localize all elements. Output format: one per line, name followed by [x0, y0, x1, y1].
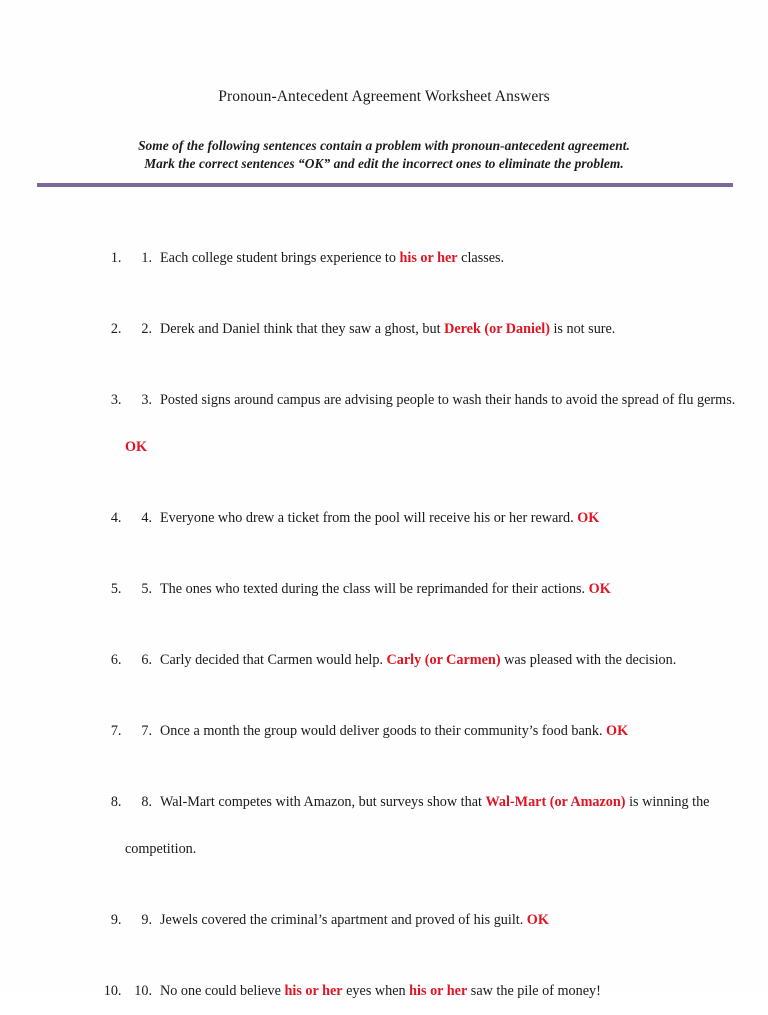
list-item-text: [160, 581, 611, 597]
list-item-number: 10. 10.: [134, 983, 152, 999]
sentence-text: Wal-Mart competes with Amazon, but surveys show that: [160, 794, 486, 810]
sentence-text: classes.: [457, 250, 505, 266]
correction-text: OK: [588, 581, 611, 597]
sentence-text: Everyone who drew a ticket from the pool will receive his or her reward.: [160, 510, 578, 526]
list-item: [125, 235, 745, 282]
sentence-text: Each college student brings experience to: [160, 250, 400, 266]
answers-list: [85, 235, 745, 1015]
list-item-number: 6. 6.: [141, 652, 152, 668]
list-item: [125, 708, 745, 755]
list-item: [125, 306, 745, 353]
sentence-text: No one could believe: [160, 983, 285, 999]
list-item: [125, 566, 745, 613]
list-item-number: 1. 1.: [141, 250, 152, 266]
correction-text: Carly (or Carmen): [386, 652, 501, 668]
list-item: [125, 968, 745, 1015]
sentence-text: is winning the competition.: [125, 794, 710, 857]
sentence-text: The ones who texted during the class will be reprimanded for their actions.: [160, 581, 589, 597]
correction-text: OK: [606, 723, 629, 739]
list-item: [125, 377, 745, 471]
correction-text: his or her: [284, 983, 343, 999]
sentence-text: saw the pile of money!: [467, 983, 601, 999]
sentence-text: Once a month the group would deliver goods to their community’s food bank.: [160, 723, 607, 739]
correction-text: his or her: [409, 983, 468, 999]
instructions-line-1: Some of the following sentences contain a problem with pronoun-antecedent agreement.: [138, 138, 630, 153]
list-item-number: 3. 3.: [141, 392, 152, 408]
instructions-block: [0, 137, 768, 173]
sentence-text: eyes when: [342, 983, 410, 999]
list-item-text: [125, 392, 735, 455]
sentence-text: is not sure.: [549, 321, 616, 337]
sentence-text: Carly decided that Carmen would help.: [160, 652, 387, 668]
correction-text: OK: [577, 510, 600, 526]
list-item-number: 8. 8.: [141, 794, 152, 810]
correction-text: OK: [526, 912, 549, 928]
sentence-text: Jewels covered the criminal’s apartment and proved of his guilt.: [160, 912, 527, 928]
list-item: [125, 897, 745, 944]
list-item: [125, 779, 745, 873]
correction-text: Wal-Mart (or Amazon): [485, 794, 626, 810]
list-item: [125, 495, 745, 542]
sentence-text: Posted signs around campus are advising people to wash their hands to avoid the spread of flu germs.: [160, 392, 736, 408]
list-item-text: [160, 983, 601, 999]
list-item-number: 4. 4.: [141, 510, 152, 526]
list-item-text: [160, 321, 615, 337]
list-item-text: [160, 510, 599, 526]
list-item-number: 5. 5.: [141, 581, 152, 597]
list-item-text: [160, 250, 504, 266]
list-item-text: [160, 652, 676, 668]
list-item-text: [160, 912, 549, 928]
sentence-text: Derek and Daniel think that they saw a ghost, but: [160, 321, 445, 337]
instructions-line-2: Mark the correct sentences “OK” and edit the incorrect ones to eliminate the problem.: [144, 156, 624, 171]
page-title: Pronoun-Antecedent Agreement Worksheet Answers: [218, 88, 550, 105]
list-item-number: 9. 9.: [141, 912, 152, 928]
correction-text: his or her: [399, 250, 458, 266]
sentence-text: was pleased with the decision.: [500, 652, 677, 668]
header-divider: [37, 183, 733, 187]
list-item-text: [160, 723, 628, 739]
list-item: [125, 637, 745, 684]
list-item-number: 7. 7.: [141, 723, 152, 739]
correction-text: Derek (or Daniel): [444, 321, 550, 337]
correction-text: OK: [125, 439, 148, 455]
list-item-number: 2. 2.: [141, 321, 152, 337]
list-item-text: [125, 794, 709, 857]
